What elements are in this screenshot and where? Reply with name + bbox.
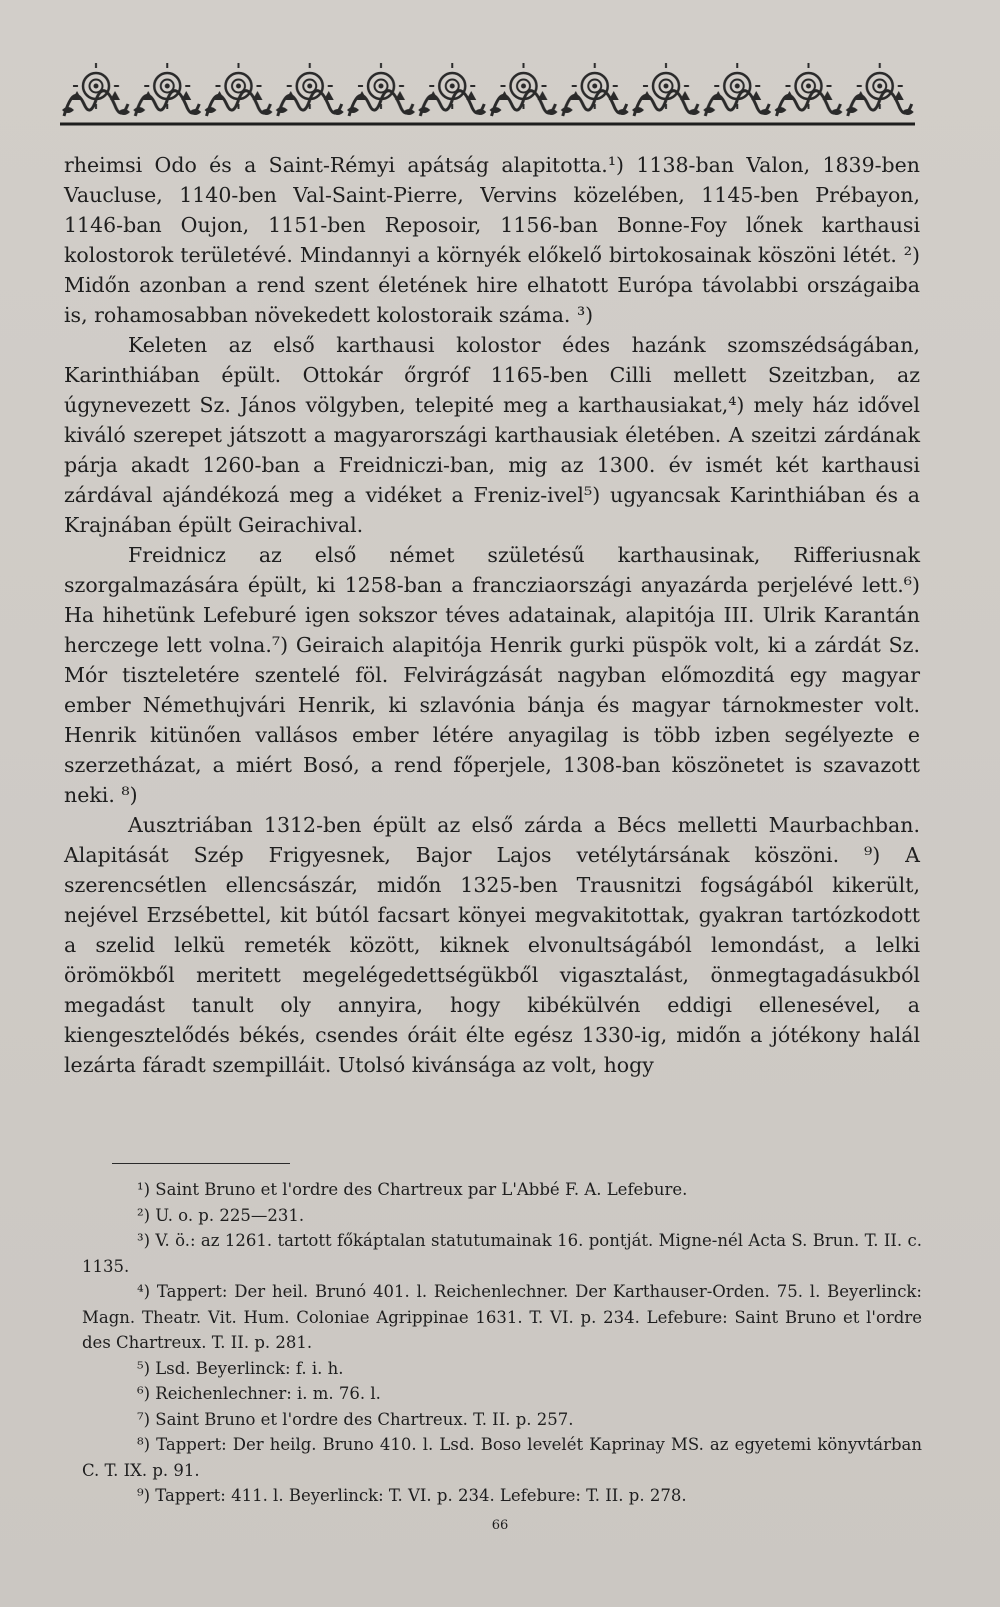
floral-ornament-band xyxy=(60,60,915,128)
paragraph-4: Ausztriában 1312-ben épült az első zárda a Bécs melletti Maurbachban. Alapitását Szép Frigyesnek, Bajor Lajos vetélytársának köszöni. ⁹) A szerencsétlen ellencsászár, midőn 1325-ben Trausnitzi fogságából kikerült, nejével Erzsébettel, kit bútól facsart könyei megvakitottak, gyakran tartózkodott a szelid lelkü remeték között, kiknek elvonultságából lemondást, a lelki örömökből meritett megelégedettségükből vigasztalást, önmegtagadásukból megadást tanult oly annyira, hogy kibékülvén eddigi ellenesével, a kiengesztelődés békés, csendes óráit élte egész 1330-ig, midőn a jótékony halál lezárta fáradt szempilláit. Utolsó kivánsága az volt, hogy xyxy=(64,813,920,1077)
footnote-9: ⁹) Tappert: 411. l. Beyerlinck: T. VI. p. 234. Lefebure: T. II. p. 278. xyxy=(137,1486,687,1505)
footnote-5: ⁵) Lsd. Beyerlinck: f. i. h. xyxy=(137,1358,344,1378)
footnote-7: ⁷) Saint Bruno et l'ordre des Chartreux. T. II. p. 257. xyxy=(137,1409,574,1429)
footnote-3: ³) V. ö.: az 1261. tartott főkáptalan statutumainak 16. pontját. Migne-nél Acta S. Brun. T. II. c. 1135. xyxy=(82,1231,922,1276)
footnote-2: ²) U. o. p. 225—231. xyxy=(137,1205,305,1225)
footnote-4: ⁴) Tappert: Der heil. Brunó 401. l. Reichenlechner. Der Karthauser-Orden. 75. l. Beyerlinck: Magn. Theatr. Vit. Hum. Coloniae Agrippinae 1631. T. VI. p. 234. Lefebure: Saint Bruno et l'ordre des Chartreux. T. II. p. 281. xyxy=(82,1282,922,1352)
paragraph-2: Keleten az első karthausi kolostor édes hazánk szomszédságában, Karinthiában épült. Ottokár őrgróf 1165-ben Cilli mellett Szeitzban, az úgynevezett Sz. János völgyben, telepité meg a karthausiakat,⁴) mely ház idővel kiváló szerepet játszott a magyarországi karthausiak életében. A szeitzi zárdának párja akadt 1260-ban a Freidniczi-ban, mig az 1300. év ismét két karthausi zárdával ajándékozá meg a vidéket a Freniz-ivel⁵) ugyancsak Karinthiában és a Krajnában épült Geirachival. xyxy=(64,333,920,537)
footnote-separator xyxy=(112,1163,290,1164)
paragraph-1: rheimsi Odo és a Saint-Rémyi apátság alapitotta.¹) 1138-ban Valon, 1839-ben Vaucluse, 1140-ben Val-Saint-Pierre, Vervins közelében, 1145-ben Prébayon, 1146-ban Oujon, 1151-ben Reposoir, 1156-ban Bonne-Foy lőnek karthausi kolostorok területévé. Mindannyi a környék előkelő birtokosainak köszöni létét. ²) Midőn azonban a rend szent életének hire elhatott Európa távolabbi országaiba is, rohamosabban növekedett kolostoraik száma. ³) xyxy=(64,153,920,327)
footnotes xyxy=(82,1177,922,1509)
footnote-6: ⁶) Reichenlechner: i. m. 76. l. xyxy=(137,1384,381,1403)
main-text xyxy=(64,150,920,1080)
footnote-1: ¹) Saint Bruno et l'ordre des Chartreux par L'Abbé F. A. Lefebure. xyxy=(137,1180,688,1199)
page-number: 66 xyxy=(491,1518,509,1533)
footnote-8: ⁸) Tappert: Der heilg. Bruno 410. l. Lsd. Boso levelét Kaprinay MS. az egyetemi könyvtárban C. T. IX. p. 91. xyxy=(82,1435,922,1480)
paragraph-3: Freidnicz az első német születésű karthausinak, Rifferiusnak szorgalmazására épült, ki 1258-ban a francziaországi anyazárda perjelévé lett.⁶) Ha hihetünk Lefeburé igen sokszor téves adatainak, alapitója III. Ulrik Karantán herczege lett volna.⁷) Geiraich alapitója Henrik gurki püspök volt, ki a zárdát Sz. Mór tiszteletére szentelé föl. Felvirágzását nagyban előmozditá egy magyar ember Némethujvári Henrik, ki szlavónia bánja és magyar tárnokmester volt. Henrik kitünően vallásos ember létére anyagilag is több izben segélyezte e szerzetházat, a miért Bosó, a rend főperjele, 1308-ban köszönetet is szavazott neki. ⁸) xyxy=(64,543,920,807)
